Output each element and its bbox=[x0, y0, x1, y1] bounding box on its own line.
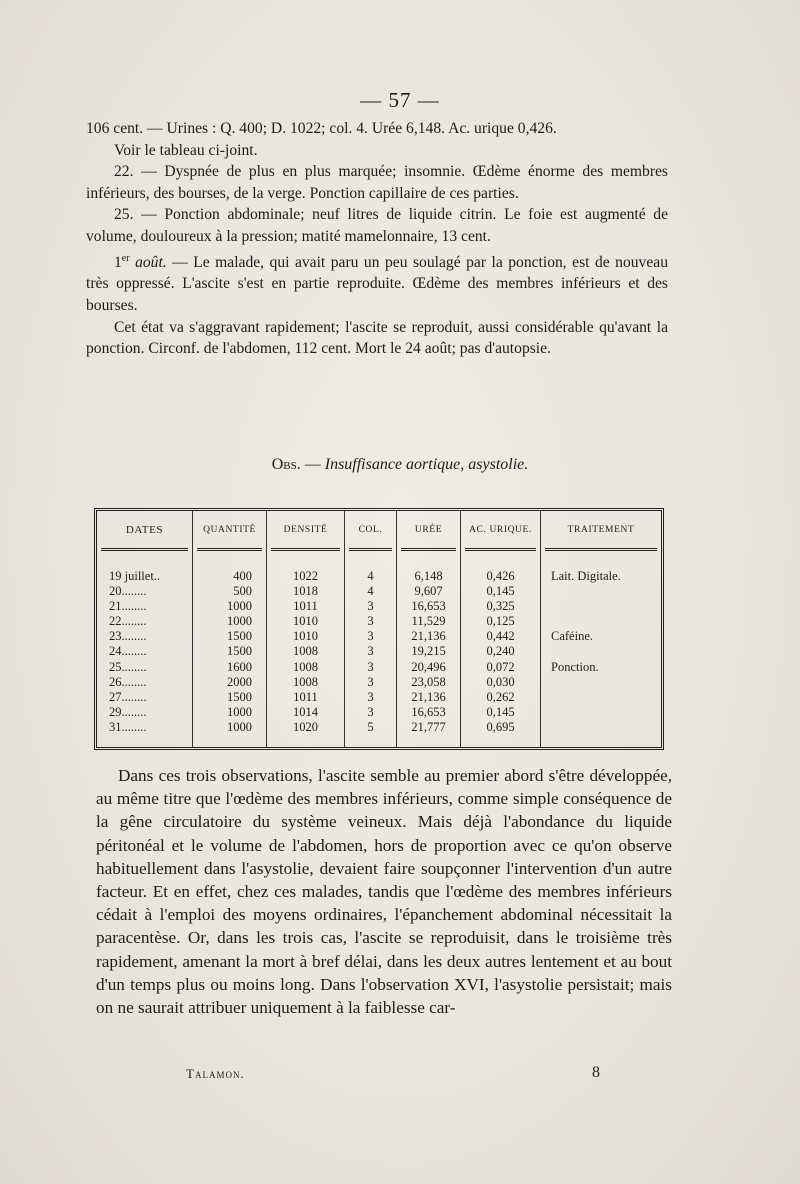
cell-dates-6: 25........ bbox=[109, 659, 147, 674]
cells-traitement bbox=[541, 551, 661, 735]
cell-quantite-2: 1000 bbox=[227, 599, 252, 614]
top-text-block bbox=[86, 118, 668, 360]
cell-uree-7: 23,058 bbox=[411, 674, 446, 689]
cell-traitement-10 bbox=[551, 720, 661, 735]
page-number: — 57 — bbox=[360, 88, 440, 112]
header-traitement: TRAITEMENT bbox=[545, 511, 657, 551]
column-traitement bbox=[541, 511, 661, 747]
cell-traitement-8 bbox=[551, 690, 661, 705]
aout-day: 1 bbox=[114, 253, 122, 271]
paragraph-aout bbox=[86, 248, 668, 317]
discussion-text: Dans ces trois observations, l'ascite semble au premier abord s'être développée, au même titre que l'œdème des membres inférieurs, comme simple conséquence de la gêne circulatoire du système veineux. Mais déjà l'abondance du liquide péritonéal et le volume de l'abdomen, hors de proportion avec ce qu'on observe habituellement dans l'asystolie, devaient faire soupçonner l'intervention d'un autre facteur. Et en effet, chez ces malades, tandis que l'œdème des membres inférieurs cédait à l'emploi des moyens ordinaires, l'épanchement abdominal nécessitait la paracentèse. Or, dans les trois cas, l'ascite se reproduisit, dans le troisième très rapidement, amenant la mort à bref délai, dans les deux autres lentement et au bout d'un temps plus ou moins long. Dans l'observation XVI, l'asystolie persistait; mais on ne saurait attribuer uniquement à la faiblesse car- bbox=[96, 766, 672, 1018]
cell-ac-urique-8: 0,262 bbox=[486, 689, 515, 704]
cell-densite-7: 1008 bbox=[293, 674, 318, 689]
cell-densite-4: 1010 bbox=[293, 629, 318, 644]
cell-dates-4: 23........ bbox=[109, 629, 147, 644]
cell-ac-urique-7: 0,030 bbox=[486, 674, 515, 689]
column-dates bbox=[97, 511, 193, 747]
cells-col bbox=[345, 551, 396, 735]
cell-dates-1: 20........ bbox=[109, 584, 147, 599]
cell-uree-4: 21,136 bbox=[411, 629, 446, 644]
header-col: COL. bbox=[349, 511, 392, 551]
cell-traitement-4: Caféine. bbox=[551, 629, 593, 644]
aout-month: août. bbox=[135, 253, 167, 271]
cell-traitement-7 bbox=[551, 675, 661, 690]
cell-dates-5: 24........ bbox=[109, 644, 147, 659]
cells-ac-urique bbox=[461, 551, 540, 735]
column-ac-urique bbox=[461, 511, 541, 747]
cell-col-2: 3 bbox=[367, 599, 374, 614]
observation-title bbox=[0, 456, 800, 474]
discussion-paragraph bbox=[96, 764, 672, 1019]
cell-col-4: 3 bbox=[367, 629, 374, 644]
cell-dates-9: 29........ bbox=[109, 704, 147, 719]
cell-densite-8: 1011 bbox=[293, 689, 318, 704]
column-col bbox=[345, 511, 397, 747]
cell-col-10: 5 bbox=[367, 719, 374, 734]
cells-densite bbox=[267, 551, 344, 735]
header-densite: DENSITÉ bbox=[271, 511, 340, 551]
aout-text: — Le malade, qui avait paru un peu soulagé par la ponction, est de nouveau très oppressé. L'ascite s'est en partie reproduite. Œdème des membres inférieurs et des bourses. bbox=[86, 253, 668, 314]
paragraph-urines: 106 cent. — Urines : Q. 400; D. 1022; col. 4. Urée 6,148. Ac. urique 0,426. bbox=[86, 120, 557, 137]
cell-ac-urique-2: 0,325 bbox=[486, 599, 515, 614]
cell-densite-1: 1018 bbox=[293, 584, 318, 599]
cells-quantite bbox=[193, 551, 266, 735]
column-quantite bbox=[193, 511, 267, 747]
column-densite bbox=[267, 511, 345, 747]
header-uree: URÉE bbox=[401, 511, 456, 551]
cell-ac-urique-6: 0,072 bbox=[486, 659, 515, 674]
cell-quantite-3: 1000 bbox=[227, 614, 252, 629]
cell-uree-3: 11,529 bbox=[411, 614, 446, 629]
observation-heading: Insuffisance aortique, asystolie. bbox=[324, 456, 529, 473]
cells-uree bbox=[397, 551, 460, 735]
cell-quantite-7: 2000 bbox=[227, 674, 252, 689]
header-ac-urique: AC. URIQUE. bbox=[465, 511, 536, 551]
cell-densite-9: 1014 bbox=[293, 704, 318, 719]
cell-ac-urique-5: 0,240 bbox=[486, 644, 515, 659]
cell-quantite-1: 500 bbox=[233, 584, 252, 599]
cell-traitement-2 bbox=[551, 599, 661, 614]
cell-col-5: 3 bbox=[367, 644, 374, 659]
cell-dates-2: 21........ bbox=[109, 599, 147, 614]
cell-uree-9: 16,653 bbox=[411, 704, 446, 719]
cell-ac-urique-10: 0,695 bbox=[486, 719, 515, 734]
cell-col-6: 3 bbox=[367, 659, 374, 674]
cell-traitement-5 bbox=[551, 644, 661, 659]
cell-quantite-6: 1600 bbox=[227, 659, 252, 674]
cell-uree-2: 16,653 bbox=[411, 599, 446, 614]
cell-dates-7: 26........ bbox=[109, 674, 147, 689]
cell-densite-0: 1022 bbox=[293, 569, 318, 583]
header-quantite: QUANTITÉ bbox=[197, 511, 262, 551]
cell-col-8: 3 bbox=[367, 689, 374, 704]
paragraph-25: 25. — Ponction abdominale; neuf litres de liquide citrin. Le foie est augmenté de volume, douloureux à la pression; matité mamelonnaire, 13 cent. bbox=[86, 206, 668, 245]
cell-col-0: 4 bbox=[367, 569, 374, 583]
cell-uree-1: 9,607 bbox=[414, 584, 443, 599]
cell-traitement-1 bbox=[551, 584, 661, 599]
cell-traitement-0: Lait. Digitale. bbox=[551, 569, 621, 583]
paragraph-22: 22. — Dyspnée de plus en plus marquée; insomnie. Œdème énorme des membres inférieurs, des bourses, de la verge. Ponction capillaire de ces parties. bbox=[86, 163, 668, 202]
cell-quantite-5: 1500 bbox=[227, 644, 252, 659]
urine-data-table bbox=[94, 508, 664, 750]
cell-quantite-0: 400 bbox=[233, 569, 252, 583]
cell-densite-10: 1020 bbox=[293, 719, 318, 734]
paragraph-aggravation: Cet état va s'aggravant rapidement; l'ascite se reproduit, aussi considérable qu'avant la ponction. Circonf. de l'abdomen, 112 cent. Mort le 24 août; pas d'autopsie. bbox=[86, 318, 668, 358]
cell-uree-5: 19,215 bbox=[411, 644, 446, 659]
cell-col-7: 3 bbox=[367, 674, 374, 689]
cell-dates-3: 22........ bbox=[109, 614, 147, 629]
cell-ac-urique-0: 0,426 bbox=[486, 569, 515, 583]
cell-uree-8: 21,136 bbox=[411, 689, 446, 704]
cell-quantite-8: 1500 bbox=[227, 689, 252, 704]
cell-quantite-4: 1500 bbox=[227, 629, 252, 644]
cell-col-3: 3 bbox=[367, 614, 374, 629]
cells-dates bbox=[97, 551, 192, 735]
cell-dates-10: 31........ bbox=[109, 719, 147, 734]
cell-densite-2: 1011 bbox=[293, 599, 318, 614]
cell-traitement-6: Ponction. bbox=[551, 659, 599, 674]
header-dates: DATES bbox=[101, 511, 188, 551]
cell-densite-3: 1010 bbox=[293, 614, 318, 629]
cell-densite-6: 1008 bbox=[293, 659, 318, 674]
cell-col-9: 3 bbox=[367, 704, 374, 719]
aout-day-suffix: er bbox=[121, 252, 130, 264]
cell-quantite-10: 1000 bbox=[227, 719, 252, 734]
observation-prefix: Obs. — bbox=[271, 456, 325, 473]
cell-ac-urique-1: 0,145 bbox=[486, 584, 515, 599]
cell-ac-urique-3: 0,125 bbox=[486, 614, 515, 629]
column-uree bbox=[397, 511, 461, 747]
cell-uree-0: 6,148 bbox=[414, 569, 443, 583]
cell-traitement-3 bbox=[551, 614, 661, 629]
cell-uree-10: 21,777 bbox=[411, 719, 446, 734]
cell-quantite-9: 1000 bbox=[227, 704, 252, 719]
cell-ac-urique-9: 0,145 bbox=[486, 704, 515, 719]
paragraph-voir-tableau: Voir le tableau ci-joint. bbox=[114, 141, 258, 159]
cell-uree-6: 20,496 bbox=[411, 659, 446, 674]
cell-ac-urique-4: 0,442 bbox=[486, 629, 515, 644]
cell-traitement-9 bbox=[551, 705, 661, 720]
cell-dates-0: 19 juillet.. bbox=[109, 569, 161, 583]
cell-col-1: 4 bbox=[367, 584, 374, 599]
cell-dates-8: 27........ bbox=[109, 689, 147, 704]
author-signature: Talamon. bbox=[186, 1066, 245, 1081]
signature-number: 8 bbox=[592, 1064, 600, 1081]
cell-densite-5: 1008 bbox=[293, 644, 318, 659]
